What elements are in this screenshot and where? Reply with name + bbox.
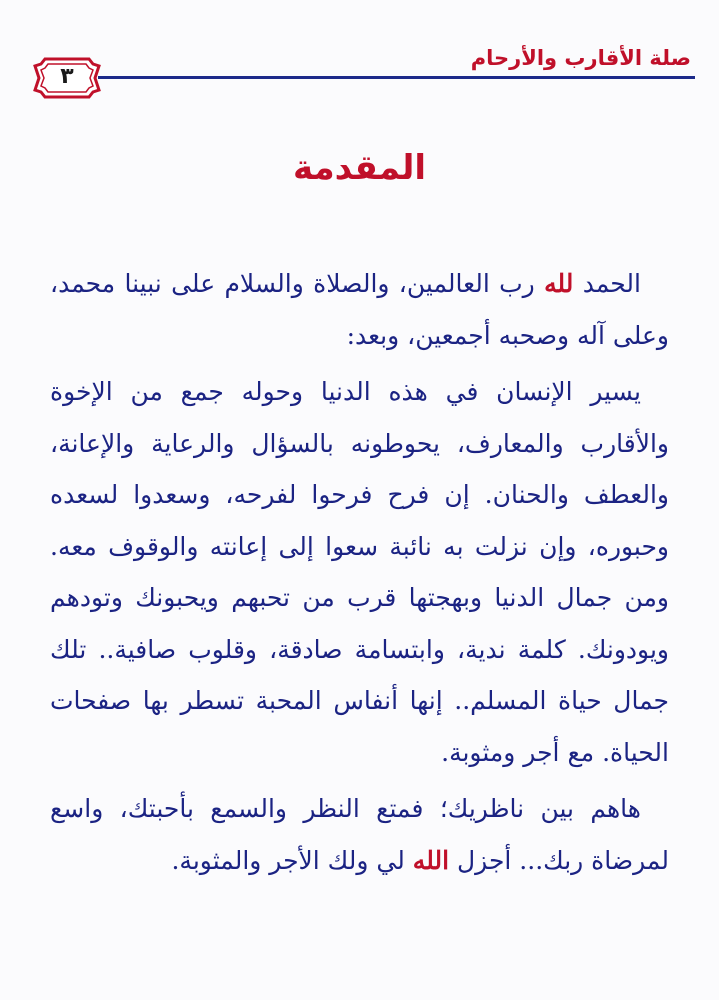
page-number: ٣ [60,64,74,89]
paragraph [50,366,669,778]
paragraph [50,783,669,886]
paragraph-text: لي ولك الأجر والمثوبة. [171,845,413,875]
page-number-badge [33,55,101,101]
header-rule [98,76,695,79]
paragraph-text: يسير الإنسان في هذه الدنيا وحوله جمع من الإخوة والأقارب والمعارف، يحوطونه بالسؤال والرعاية والإعانة، والعطف والحنان. إن فرح فرحوا لفرحه، وسعدوا لسعده وحبوره، وإن نزلت به نائبة سعوا إلى إعانته والوقوف معه. ومن جمال الدنيا وبهجتها قرب من تحبهم ويحبونك وتودهم ويودونك. كلمة ندية، وابتسامة صادقة، وقلوب صافية.. تلك جمال حياة المسلم.. إنها أنفاس المحبة تسطر بها صفحات الحياة. مع أجر ومثوبة. [50,377,669,767]
running-title: صلة الأقارب والأرحام [470,46,691,70]
divine-name: لله [544,269,574,298]
paragraph-text: رب العالمين، والصلاة والسلام على نبينا محمد، وعلى آله وصحبه أجمعين، وبعد: [50,269,669,350]
divine-name: الله [412,845,450,875]
paragraph-text: الحمد [573,269,641,298]
page-header [0,0,719,110]
paragraph [50,258,669,361]
paragraph-text: هاهم بين ناظريك؛ فمتع النظر والسمع بأحبتك، واسع لمرضاة ربك... أجزل [50,794,669,875]
page-title: المقدمة [293,148,426,188]
body-text [50,258,669,891]
